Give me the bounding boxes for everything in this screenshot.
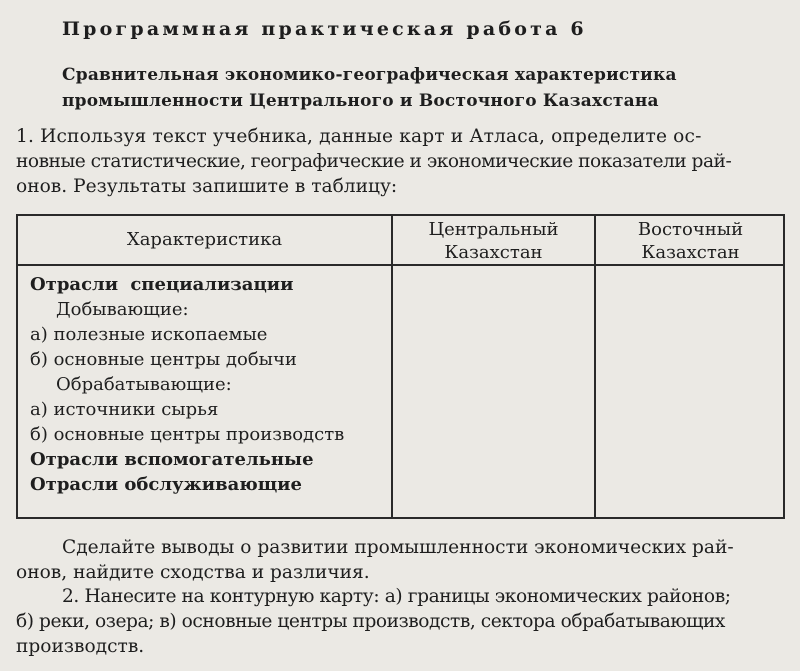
header-text: Казахстан <box>641 242 740 263</box>
conclusion-line: онов, найдите сходства и различия. <box>16 562 370 583</box>
header-text: Центральный <box>428 219 559 240</box>
table-row: а) полезные ископаемые <box>30 324 268 345</box>
task-1-line: онов. Результаты запишите в таблицу: <box>16 176 398 197</box>
table-header-east-kazakhstan <box>596 218 785 264</box>
header-text: Характеристика <box>126 229 283 250</box>
table-row: Отрасли вспомогательные <box>30 449 314 470</box>
task-2-line: б) реки, озера; в) основные центры производств, сектора обрабатывающих <box>16 611 725 632</box>
table-row: Отрасли специализации <box>30 274 294 295</box>
table-header-central-kazakhstan <box>393 218 594 264</box>
subtitle-line: Сравнительная экономико-географическая характеристика <box>62 65 677 85</box>
task-2-line: 2. Нанесите на контурную карту: а) границы экономических районов; <box>62 586 731 607</box>
table-row: Обрабатывающие: <box>56 374 232 395</box>
task-1-line: новные статистические, географические и экономические показатели рай- <box>16 151 732 172</box>
table-header-divider <box>16 264 785 266</box>
table-characteristic-rows <box>30 272 344 497</box>
task-2-line: производств. <box>16 636 145 657</box>
table-row: Добывающие: <box>56 299 189 320</box>
table-row: Отрасли обслуживающие <box>30 474 302 495</box>
subtitle-line: промышленности Центрального и Восточного Казахстана <box>62 91 659 111</box>
table-row: а) источники сырья <box>30 399 219 420</box>
table-row: б) основные центры добычи <box>30 349 297 370</box>
conclusion-line: Сделайте выводы о развитии промышленности экономических рай- <box>62 537 734 558</box>
table-header-characteristic <box>18 228 391 251</box>
task-2-text <box>16 584 731 659</box>
practice-title: Программная практическая работа 6 <box>62 18 587 40</box>
task-1-text <box>16 124 731 199</box>
conclusion-text <box>16 535 734 585</box>
section-subtitle <box>62 62 677 114</box>
header-text: Казахстан <box>444 242 543 263</box>
table-row: б) основные центры производств <box>30 424 345 445</box>
task-1-line: 1. Используя текст учебника, данные карт и Атласа, определите ос- <box>16 126 702 147</box>
header-text: Восточный <box>637 219 744 240</box>
